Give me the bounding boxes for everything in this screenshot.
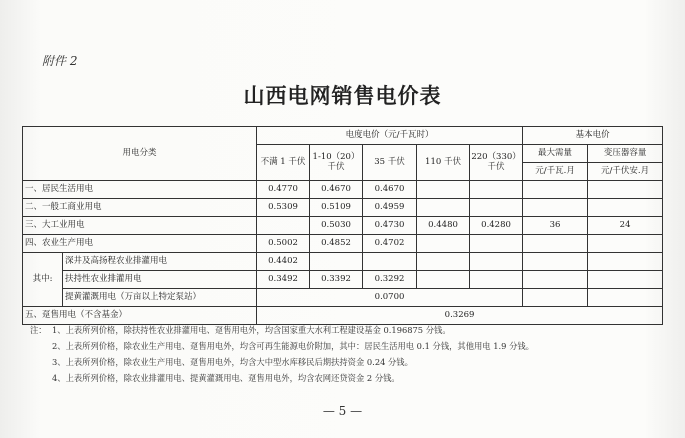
table-row [23, 271, 663, 289]
header-voltage-3: 110 千伏 [417, 145, 470, 181]
row-label: 四、农业生产用电 [23, 235, 257, 253]
price-cell: 0.4730 [363, 217, 417, 235]
row-label: 扶持性农业排灌用电 [63, 271, 257, 289]
row-label: 五、趸售用电（不含基金） [23, 307, 257, 325]
table-row [23, 235, 663, 253]
price-table [22, 126, 663, 325]
price-cell: 0.4670 [310, 181, 363, 199]
header-voltage-4: 220（330）千伏 [470, 145, 523, 181]
price-cell: 0.3492 [257, 271, 310, 289]
header-voltage-1: 1-10（20）千伏 [310, 145, 363, 181]
price-cell: 0.4770 [257, 181, 310, 199]
price-cell [417, 235, 470, 253]
price-cell [470, 271, 523, 289]
header-voltage-2: 35 千伏 [363, 145, 417, 181]
price-cell: 0.4959 [363, 199, 417, 217]
basic-cell [523, 271, 588, 289]
note-text: 4、上表所列价格，除农业排灌用电、提黄灌溉用电、趸售用电外，均含农网还贷资金 2 分钱。 [52, 373, 400, 383]
price-cell: 0.4480 [417, 217, 470, 235]
row-label: 二、一般工商业用电 [23, 199, 257, 217]
header-category: 用电分类 [23, 127, 257, 181]
notes-label: 注： [30, 325, 47, 335]
basic-cell [523, 199, 588, 217]
price-cell [417, 181, 470, 199]
unit-max-demand: 元/千瓦.月 [523, 163, 588, 181]
basic-cell [588, 289, 663, 307]
price-cell [257, 217, 310, 235]
price-cell: 0.3392 [310, 271, 363, 289]
basic-cell [523, 289, 588, 307]
table-row [23, 217, 663, 235]
page-number: — 5 — [322, 404, 363, 418]
unit-transformer-capacity: 元/千伏安.月 [588, 163, 663, 181]
price-cell: 0.3292 [363, 271, 417, 289]
price-cell [470, 199, 523, 217]
note-line [30, 338, 670, 354]
inside-label: 其中: [23, 253, 63, 307]
basic-cell [588, 199, 663, 217]
price-cell [470, 235, 523, 253]
price-cell: 0.4852 [310, 235, 363, 253]
note-text: 2、上表所列价格，除农业生产用电、趸售用电外，均含可再生能源电价附加，其中：居民生活用电 0.1 分钱，其他用电 1.9 分钱。 [52, 341, 534, 351]
header-basic-price: 基本电价 [523, 127, 663, 145]
notes-section [30, 322, 670, 386]
merged-price-cell: 0.3269 [257, 307, 663, 325]
note-text: 1、上表所列价格，除扶持性农业排灌用电、趸售用电外，均含国家重大水利工程建设基金 0.196875 分钱。 [52, 325, 451, 335]
note-text: 3、上表所列价格，除农业生产用电、趸售用电外，均含大中型水库移民后期扶持资金 0.24 分钱。 [52, 357, 413, 367]
page-title: 山西电网销售电价表 [243, 84, 442, 108]
price-cell [470, 253, 523, 271]
price-cell: 0.5030 [310, 217, 363, 235]
header-voltage-0: 不满 1 千伏 [257, 145, 310, 181]
price-cell [417, 199, 470, 217]
basic-cell [523, 253, 588, 271]
basic-cell [588, 181, 663, 199]
basic-cell: 24 [588, 217, 663, 235]
price-cell [363, 253, 417, 271]
note-line [30, 322, 670, 338]
price-cell [470, 181, 523, 199]
table-row [23, 199, 663, 217]
price-cell [417, 253, 470, 271]
basic-cell [588, 271, 663, 289]
price-cell: 0.4670 [363, 181, 417, 199]
price-cell: 0.4702 [363, 235, 417, 253]
price-cell: 0.5109 [310, 199, 363, 217]
note-line [30, 354, 670, 370]
price-cell: 0.4280 [470, 217, 523, 235]
table-row [23, 181, 663, 199]
row-label: 深井及高扬程农业排灌用电 [63, 253, 257, 271]
row-label: 提黄灌溉用电（万亩以上特定泵站） [63, 289, 257, 307]
header-transformer-capacity: 变压器容量 [588, 145, 663, 163]
header-energy-price: 电度电价（元/千瓦时） [257, 127, 523, 145]
price-cell [417, 271, 470, 289]
header-max-demand: 最大需量 [523, 145, 588, 163]
price-cell: 0.5309 [257, 199, 310, 217]
basic-cell: 36 [523, 217, 588, 235]
row-label: 三、大工业用电 [23, 217, 257, 235]
price-cell [310, 253, 363, 271]
merged-price-cell: 0.0700 [257, 289, 523, 307]
note-line [30, 370, 670, 386]
attachment-label: 附件 2 [42, 54, 78, 68]
table-row [23, 253, 663, 271]
basic-cell [588, 235, 663, 253]
price-cell: 0.5002 [257, 235, 310, 253]
table-row [23, 289, 663, 307]
basic-cell [523, 181, 588, 199]
price-cell: 0.4402 [257, 253, 310, 271]
basic-cell [588, 253, 663, 271]
basic-cell [523, 235, 588, 253]
row-label: 一、居民生活用电 [23, 181, 257, 199]
